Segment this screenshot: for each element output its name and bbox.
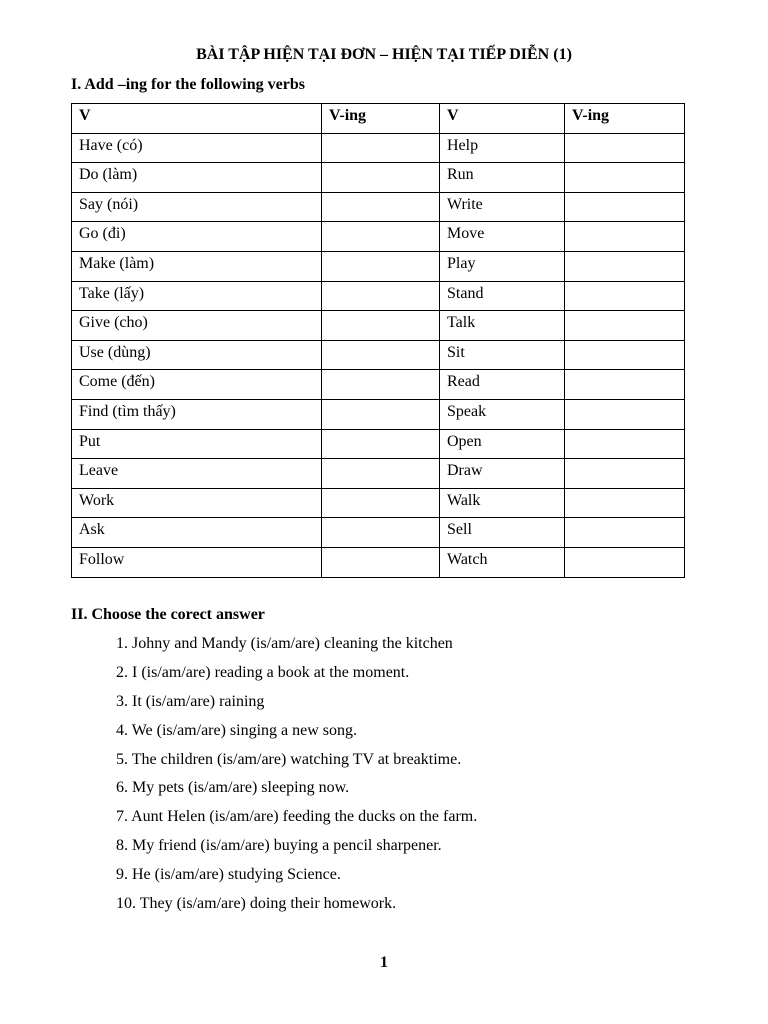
question-item: 8. My friend (is/am/are) buying a pencil sharpener. xyxy=(116,837,442,855)
verb-cell: Sell xyxy=(440,518,565,548)
verb-cell: Stand xyxy=(440,281,565,311)
ving-answer-cell[interactable] xyxy=(322,518,440,548)
verb-cell: Walk xyxy=(440,488,565,518)
ving-answer-cell[interactable] xyxy=(565,370,685,400)
section-2-heading: II. Choose the corect answer xyxy=(71,606,265,623)
table-row xyxy=(72,547,685,577)
ving-answer-cell[interactable] xyxy=(322,133,440,163)
column-header-v: V xyxy=(440,104,565,134)
verb-cell: Draw xyxy=(440,459,565,489)
verb-cell: Have (có) xyxy=(72,133,322,163)
ving-answer-cell[interactable] xyxy=(322,547,440,577)
table-row xyxy=(72,518,685,548)
verb-cell: Write xyxy=(440,192,565,222)
page-title: BÀI TẬP HIỆN TẠI ĐƠN – HIỆN TẠI TIẾP DIỄN (1) xyxy=(196,46,572,63)
ving-answer-cell[interactable] xyxy=(322,429,440,459)
table-row xyxy=(72,459,685,489)
table-row xyxy=(72,163,685,193)
verb-cell: Watch xyxy=(440,547,565,577)
question-item: 7. Aunt Helen (is/am/are) feeding the ducks on the farm. xyxy=(116,808,478,826)
question-item: 3. It (is/am/are) raining xyxy=(116,692,265,710)
verb-cell: Find (tìm thấy) xyxy=(72,399,322,429)
verb-cell: Open xyxy=(440,429,565,459)
ving-answer-cell[interactable] xyxy=(565,547,685,577)
ving-answer-cell[interactable] xyxy=(565,488,685,518)
verb-cell: Move xyxy=(440,222,565,252)
verb-cell: Play xyxy=(440,251,565,281)
ving-answer-cell[interactable] xyxy=(322,281,440,311)
verb-cell: Go (đi) xyxy=(72,222,322,252)
section-1-heading: I. Add –ing for the following verbs xyxy=(71,76,305,93)
ving-answer-cell[interactable] xyxy=(565,311,685,341)
table-row xyxy=(72,488,685,518)
question-item: 2. I (is/am/are) reading a book at the moment. xyxy=(116,663,410,681)
verb-cell: Ask xyxy=(72,518,322,548)
verb-cell: Run xyxy=(440,163,565,193)
ving-answer-cell[interactable] xyxy=(565,163,685,193)
ving-answer-cell[interactable] xyxy=(322,163,440,193)
table-row xyxy=(72,133,685,163)
verb-table xyxy=(71,103,685,578)
question-list xyxy=(116,634,477,923)
ving-answer-cell[interactable] xyxy=(322,459,440,489)
table-row xyxy=(72,429,685,459)
table-row xyxy=(72,399,685,429)
question-item: 5. The children (is/am/are) watching TV at breaktime. xyxy=(116,750,462,768)
table-header-row xyxy=(72,104,685,134)
table-row xyxy=(72,370,685,400)
ving-answer-cell[interactable] xyxy=(322,311,440,341)
table-row xyxy=(72,251,685,281)
table-row xyxy=(72,311,685,341)
table-row xyxy=(72,340,685,370)
verb-cell: Take (lấy) xyxy=(72,281,322,311)
ving-answer-cell[interactable] xyxy=(322,251,440,281)
table-row xyxy=(72,281,685,311)
question-item: 9. He (is/am/are) studying Science. xyxy=(116,866,341,884)
ving-answer-cell[interactable] xyxy=(565,251,685,281)
verb-cell: Come (đến) xyxy=(72,370,322,400)
ving-answer-cell[interactable] xyxy=(565,281,685,311)
verb-cell: Say (nói) xyxy=(72,192,322,222)
table-row xyxy=(72,192,685,222)
verb-cell: Help xyxy=(440,133,565,163)
column-header-ving: V-ing xyxy=(565,104,685,134)
table-row xyxy=(72,222,685,252)
ving-answer-cell[interactable] xyxy=(565,459,685,489)
column-header-v: V xyxy=(72,104,322,134)
ving-answer-cell[interactable] xyxy=(565,429,685,459)
question-item: 4. We (is/am/are) singing a new song. xyxy=(116,721,358,739)
verb-cell: Follow xyxy=(72,547,322,577)
verb-cell: Leave xyxy=(72,459,322,489)
ving-answer-cell[interactable] xyxy=(322,222,440,252)
verb-cell: Use (dùng) xyxy=(72,340,322,370)
ving-answer-cell[interactable] xyxy=(565,399,685,429)
question-item: 6. My pets (is/am/are) sleeping now. xyxy=(116,779,350,797)
ving-answer-cell[interactable] xyxy=(322,370,440,400)
verb-cell: Speak xyxy=(440,399,565,429)
ving-answer-cell[interactable] xyxy=(565,133,685,163)
ving-answer-cell[interactable] xyxy=(322,488,440,518)
verb-cell: Work xyxy=(72,488,322,518)
ving-answer-cell[interactable] xyxy=(322,192,440,222)
ving-answer-cell[interactable] xyxy=(322,399,440,429)
page-number: 1 xyxy=(380,954,388,971)
question-item: 10. They (is/am/are) doing their homework. xyxy=(116,895,397,913)
ving-answer-cell[interactable] xyxy=(565,340,685,370)
column-header-ving: V-ing xyxy=(322,104,440,134)
ving-answer-cell[interactable] xyxy=(322,340,440,370)
verb-cell: Sit xyxy=(440,340,565,370)
verb-cell: Do (làm) xyxy=(72,163,322,193)
verb-cell: Read xyxy=(440,370,565,400)
question-item: 1. Johny and Mandy (is/am/are) cleaning the kitchen xyxy=(116,635,453,652)
verb-cell: Give (cho) xyxy=(72,311,322,341)
verb-cell: Make (làm) xyxy=(72,251,322,281)
ving-answer-cell[interactable] xyxy=(565,192,685,222)
ving-answer-cell[interactable] xyxy=(565,222,685,252)
verb-cell: Talk xyxy=(440,311,565,341)
ving-answer-cell[interactable] xyxy=(565,518,685,548)
verb-cell: Put xyxy=(72,429,322,459)
